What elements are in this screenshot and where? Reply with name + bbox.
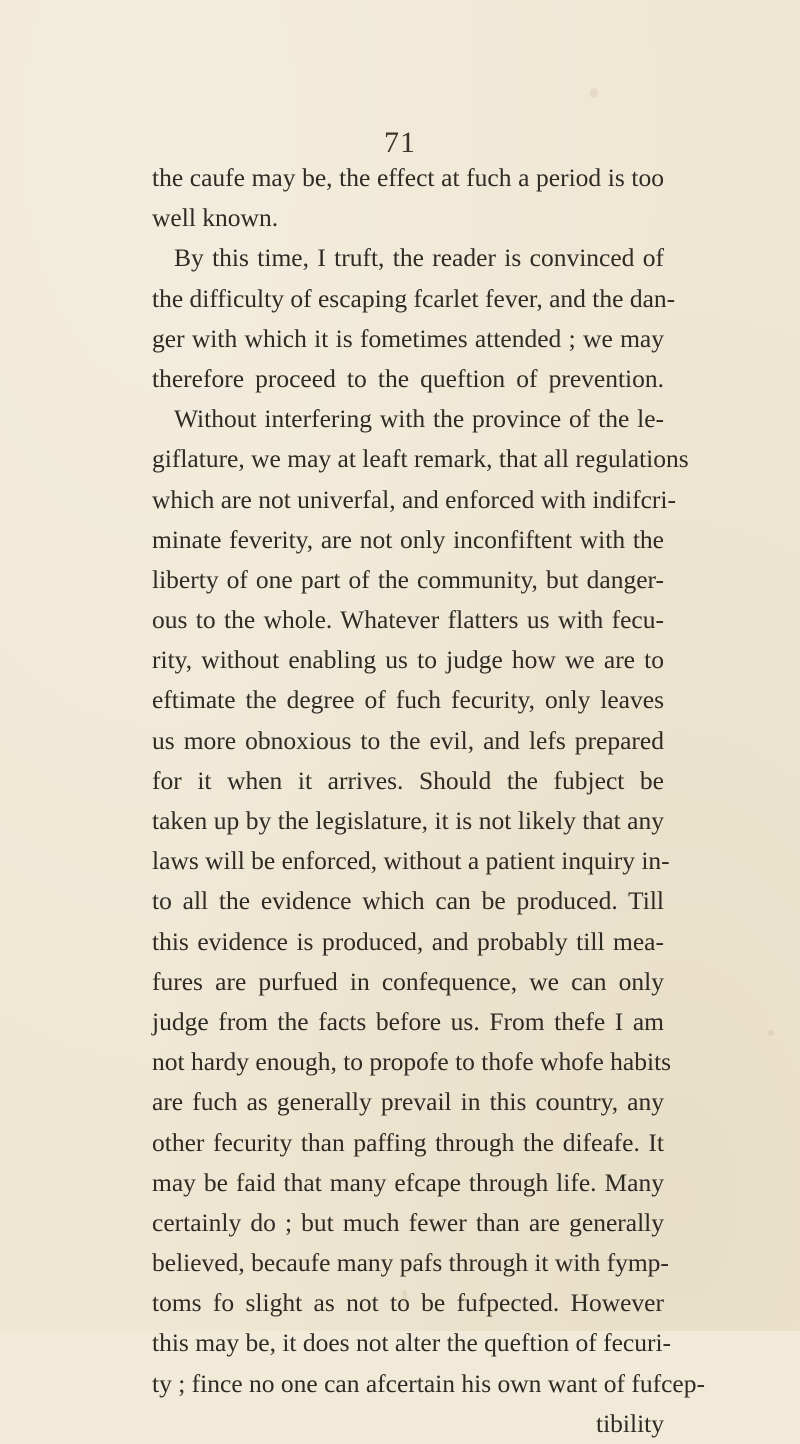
text-line: believed, becaufe many pafs through it with fymp- xyxy=(152,1248,669,1278)
body-text xyxy=(152,158,705,1444)
text-line: ous to the whole. Whatever flatters us with fecu- xyxy=(152,605,664,635)
text-line: certainly do ; but much fewer than are generally xyxy=(152,1207,664,1237)
text-line: this may be, it does not alter the queftion of fecuri- xyxy=(152,1328,672,1358)
text-line: fures are purfued in confequence, we can only xyxy=(152,966,664,996)
text-line: taken up by the legislature, it is not likely that any xyxy=(152,806,664,835)
text-line: for it when it arrives. Should the fubject be xyxy=(152,765,664,795)
text-line: this evidence is produced, and probably till mea- xyxy=(152,926,664,956)
text-line: ger with which it is fometimes attended ; we may xyxy=(152,323,664,353)
text-line: minate feverity, are not only inconfiftent with the xyxy=(152,524,664,554)
text-line: therefore proceed to the queftion of prevention. xyxy=(152,363,664,393)
paper-stain xyxy=(590,88,598,98)
text-line: liberty of one part of the community, but danger- xyxy=(152,564,664,594)
text-line: the difficulty of escaping fcarlet fever, and the dan- xyxy=(152,283,676,313)
text-line: may be faid that many efcape through life. Many xyxy=(152,1167,664,1197)
text-line: are fuch as generally prevail in this country, any xyxy=(152,1087,664,1117)
text-line: giflature, we may at leaft remark, that all regulations xyxy=(152,444,689,474)
catchword: tibility xyxy=(595,1408,664,1438)
text-line: laws will be enforced, without a patient inquiry in- xyxy=(152,846,670,876)
text-line: which are not univerfal, and enforced with indifcri- xyxy=(152,484,676,514)
paper-stain xyxy=(768,1030,774,1036)
text-line: ty ; fince no one can afcertain his own want of fufcep- xyxy=(152,1368,705,1398)
text-line: rity, without enabling us to judge how we are to xyxy=(152,645,664,675)
text-line: to all the evidence which can be produced. Till xyxy=(152,886,664,916)
text-line: not hardy enough, to propofe to thofe whofe habits xyxy=(152,1047,672,1077)
text-line: us more obnoxious to the evil, and lefs prepared xyxy=(152,725,664,755)
text-line: toms fo slight as not to be fufpected. However xyxy=(152,1288,664,1318)
text-line: other fecurity than paffing through the difeafe. It xyxy=(152,1127,664,1157)
text-line: eftimate the degree of fuch fecurity, only leaves xyxy=(152,685,664,715)
page-number: 71 xyxy=(384,126,416,159)
text-line: well known. xyxy=(152,203,279,233)
text-line: the caufe may be, the effect at fuch a period is too xyxy=(152,163,664,192)
text-line: By this time, I truft, the reader is convinced of xyxy=(174,243,664,273)
text-line: Without interfering with the province of the le- xyxy=(174,404,664,434)
text-line: judge from the facts before us. From thefe I am xyxy=(152,1006,664,1036)
